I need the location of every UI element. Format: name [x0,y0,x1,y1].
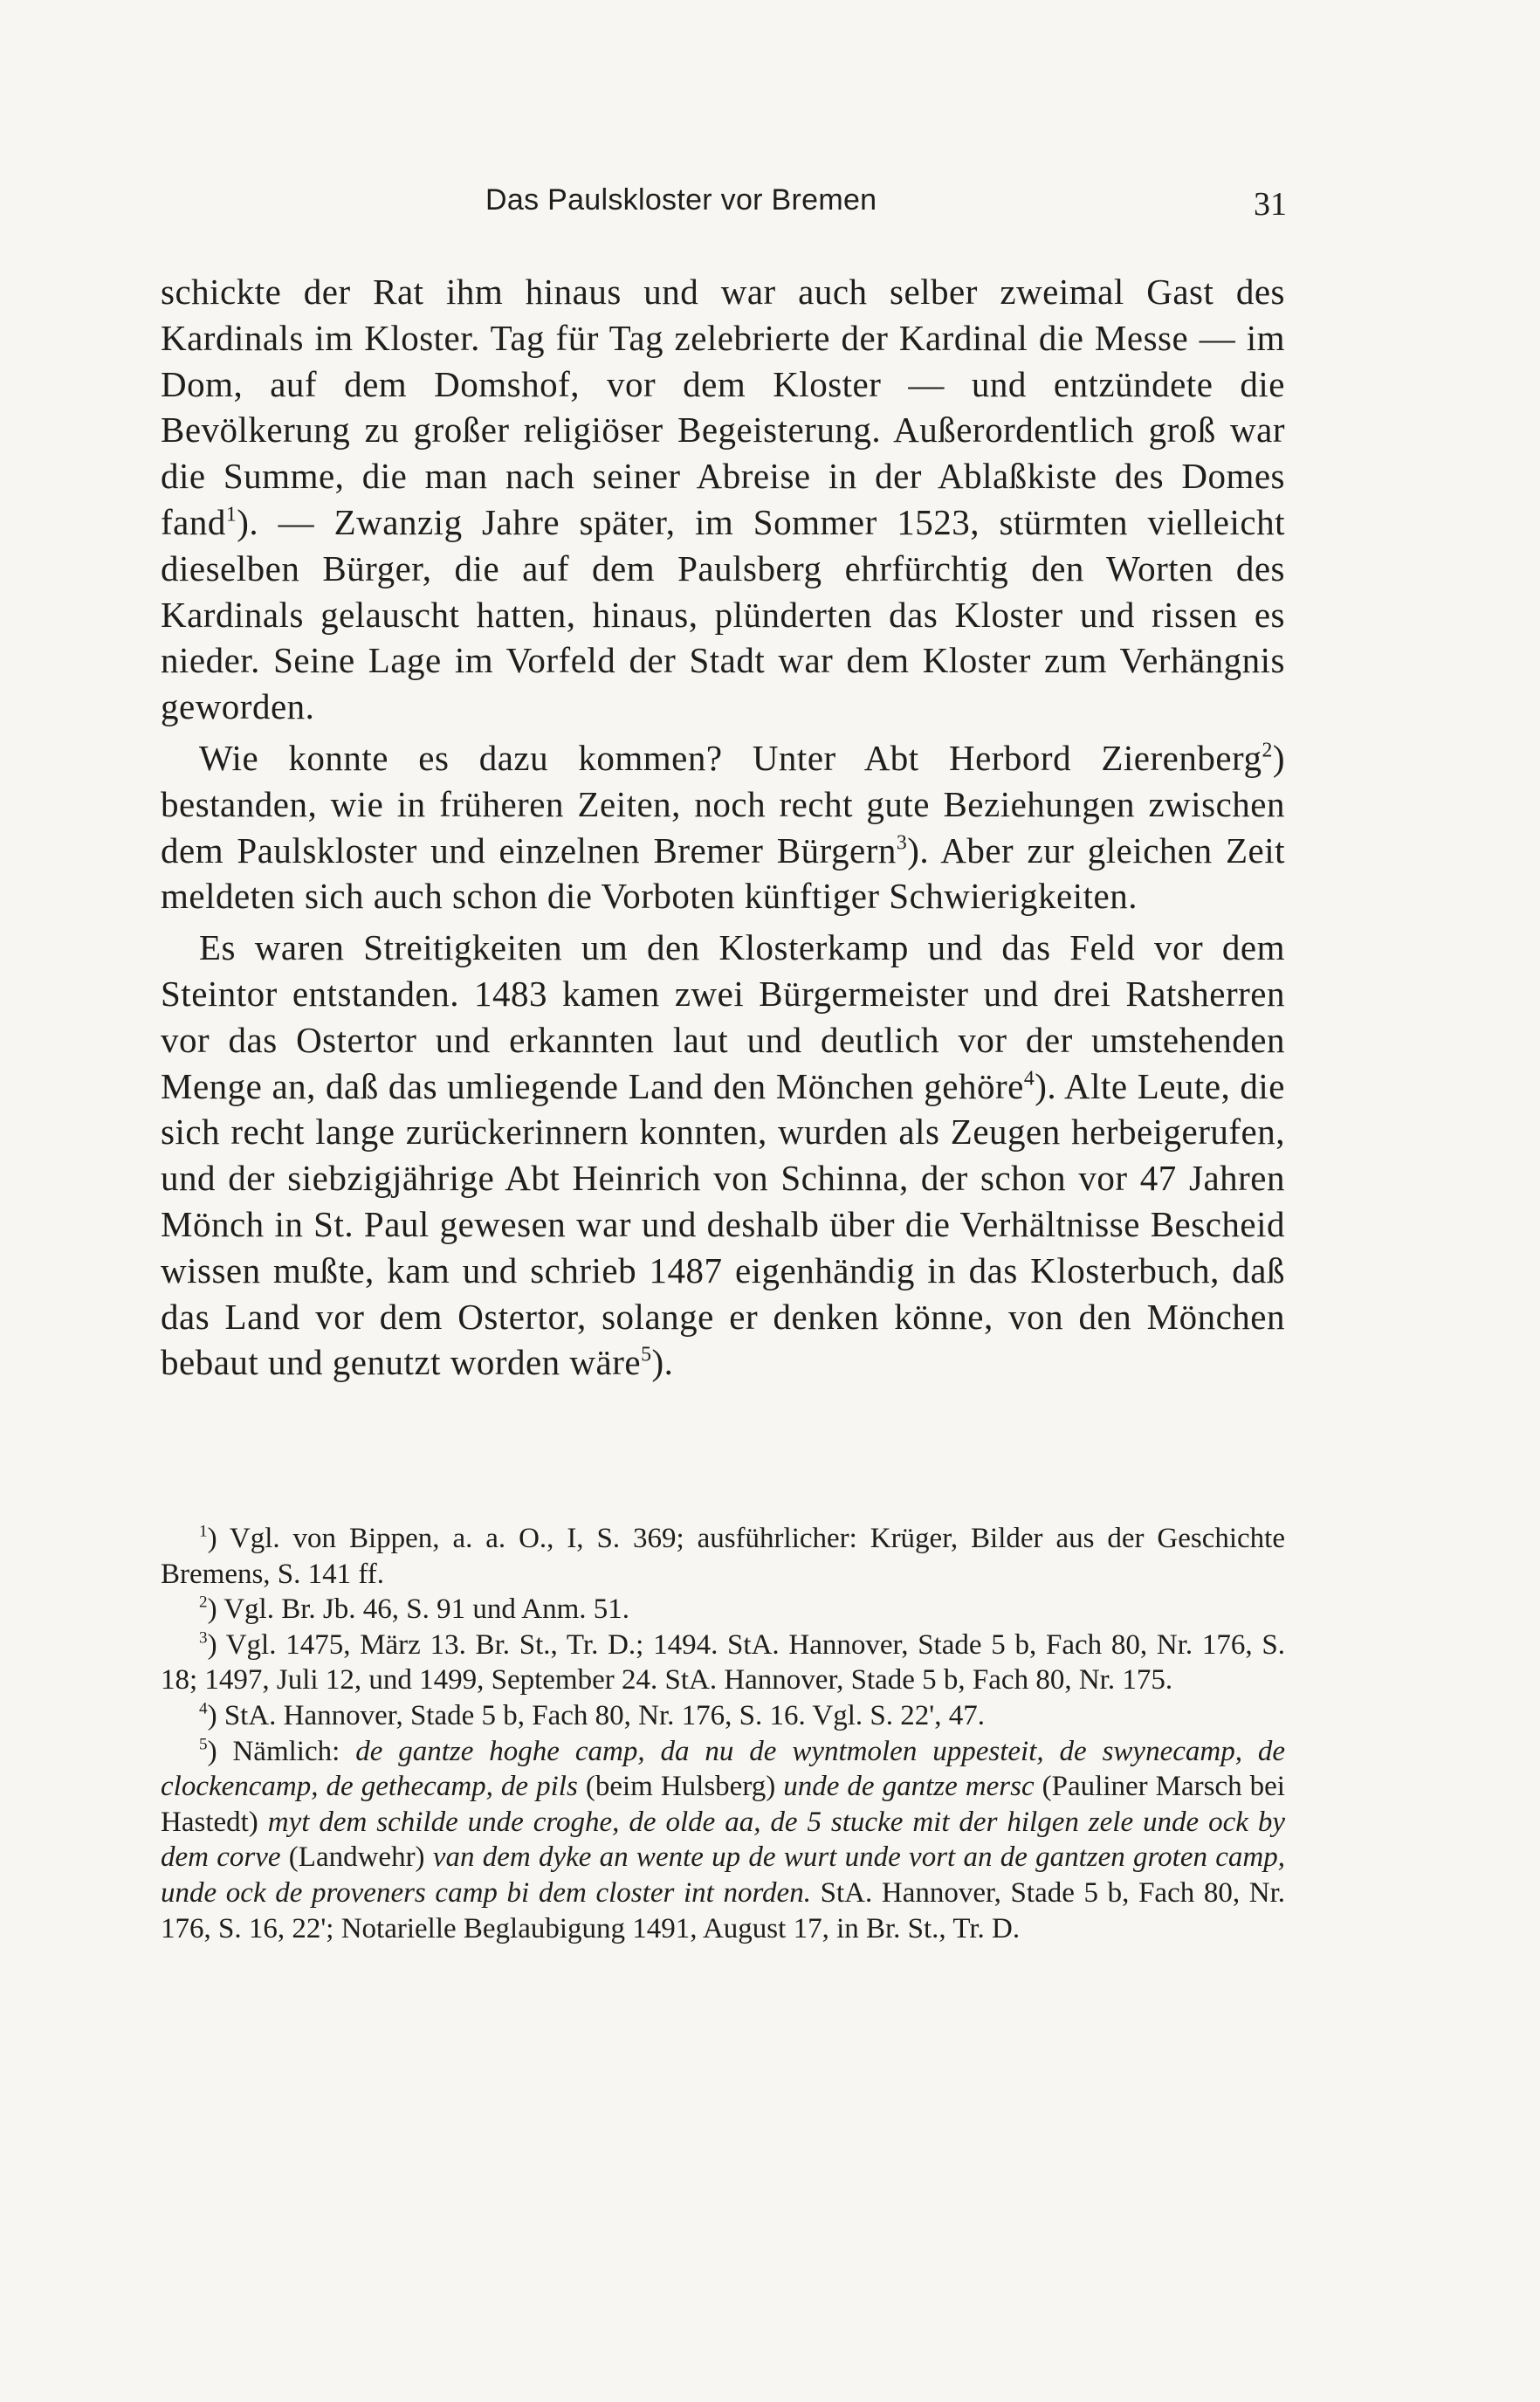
text-run: (Pauliner Marsch bei Hastedt) [161,1771,1285,1838]
footnote: $^3$) Vgl. 1475, März 13. Br. St., Tr. D.; 1494. StA. Hannover, Stade 5 b, Fach 80, Nr. 176, S. 18; 1497, Juli 12, und 1499, September 24. StA. Hannover, Stade 5 b, Fach 80, Nr. 175. [161,1628,1285,1697]
text-run: (beim Hulsberg) [577,1771,784,1803]
footnote-ref: 1 [225,503,237,527]
footnote: $^5$) Nämlich: de gantze hoghe camp, da nu de wyntmolen uppesteit, de swynecamp, de clockencamp, de gethecamp, de pils (beim Hulsberg) unde de gantze mersc (Pauliner Marsch bei Hastedt) myt dem schilde unde croghe, de olde aa, de 5 stucke mit der hilgen zele unde ock by dem corve (Landwehr) van dem dyke an wente up de wurt unde vort an de gantzen groten camp, unde ock de proveners camp bi dem closter int norden. StA. Hannover, Stade 5 b, Fach 80, Nr. 176, S. 16, 22'; Notarielle Beglaubigung 1491, August 17, in Br. St., Tr. D. [161,1735,1286,1944]
text-run: ). — Zwanzig Jahre später, im Sommer 1523, stürmten vielleicht dieselben Bürger, die auf dem Paulsberg ehrfürchtig den Worten des Kardinals gelauscht hatten, hinaus, plünderten das Kloster und rissen es nieder. Seine Lage im Vorfeld der Stadt war dem Kloster zum Verhängnis geworden. [161,501,1285,727]
text-run: Vgl. Br. Jb. 46, S. 91 und Anm. 51. [223,1593,630,1626]
footnotes [161,1521,1285,1946]
footnote-ref: 4 [1023,1067,1035,1091]
text-run: ). [651,1342,674,1383]
footnote: $^2$) Vgl. Br. Jb. 46, S. 91 und Anm. 51. [199,1593,630,1626]
footnote-marker: 1 [199,1522,208,1541]
main-text [161,269,1285,1391]
footnote-marker: 4 [199,1699,208,1718]
paragraph [161,269,1285,730]
text-run: Vgl. 1475, März 13. Br. St., Tr. D.; 1494. StA. Hannover, Stade 5 b, Fach 80, Nr. 176, S. 18; 1497, Juli 12, und 1499, September 24. StA. Hannover, Stade 5 b, Fach 80, Nr. 175. [161,1628,1285,1697]
running-header [0,183,1540,236]
footnote-ref: 3 [896,831,908,855]
text-run: schickte der Rat ihm hinaus und war auch selber zweimal Gast des Kardinals im Kloster. Tag für Tag zelebrierte der Kardinal die Messe — im Dom, auf dem Domshof, vor dem Kloster — und entzündete die Bevölkerung zu großer religiöser Begeisterung. Außerordentlich groß war die Summe, die man nach seiner Abreise in der Ablaßkiste des Domes fand [161,272,1285,542]
text-run: ) bestanden, wie in früheren Zeiten, noch recht gute Beziehungen zwischen dem Paulskloster und einzelnen Bremer Bürgern [161,737,1285,871]
italic-run: van dem dyke an wente up de wurt unde vort an de gantzen groten camp, unde ock de proveners camp bi dem closter int norden. [161,1841,1285,1909]
text-run: Wie konnte es dazu kommen? Unter Abt Herbord Zierenberg [199,737,1262,778]
text-run: (Landwehr) [280,1841,433,1874]
footnote-ref: 5 [641,1343,652,1366]
text-run: ). Aber zur gleichen Zeit meldeten sich auch schon die Vorboten künftiger Schwierigkeiten. [161,829,1285,917]
running-title: Das Paulskloster vor Bremen [485,183,877,217]
text-run: StA. Hannover, Stade 5 b, Fach 80, Nr. 176, S. 16, 22'; Notarielle Beglaubigung 1491, August 17, in Br. St., Tr. D. [161,1876,1286,1944]
italic-run: de gantze hoghe camp, da nu de wyntmolen uppesteit, de swynecamp, de clockencamp, de gethecamp, de pils [161,1735,1285,1803]
footnote: $^4$) StA. Hannover, Stade 5 b, Fach 80, Nr. 176, S. 16. Vgl. S. 22', 47. [199,1699,985,1731]
italic-run: myt dem schilde unde croghe, de olde aa, de 5 stucke mit der hilgen zele unde ock by dem corve [161,1806,1285,1874]
italic-run: unde de gantze mersc [783,1771,1035,1803]
text-run: ). Alte Leute, die sich recht lange zurückerinnern konnten, wurden als Zeugen herbeigerufen, und der siebzigjährige Abt Heinrich von Schinna, der schon vor 47 Jahren Mönch in St. Paul gewesen war und deshalb über die Verhältnisse Bescheid wissen mußte, kam und schrieb 1487 eigenhändig in das Klosterbuch, daß das Land vor dem Ostertor, solange er denken könne, von den Mönchen bebaut und genutzt worden wäre [161,1065,1285,1383]
footnote-marker: 3 [199,1628,208,1648]
paragraph [161,925,1285,1386]
footnote: $^1$) Vgl. von Bippen, a. a. O., I, S. 369; ausführlicher: Krüger, Bilder aus der Geschichte Bremens, S. 141 ff. [161,1522,1285,1590]
footnote-ref: 2 [1262,739,1273,762]
text-run: StA. Hannover, Stade 5 b, Fach 80, Nr. 176, S. 16. Vgl. S. 22', 47. [223,1699,985,1731]
paragraph [161,735,1285,919]
footnote-marker: 5 [199,1735,208,1754]
footnote-marker: 2 [199,1593,208,1612]
text-run: Nämlich: [232,1735,356,1767]
page-number: 31 [1254,186,1287,223]
text-run: Es waren Streitigkeiten um den Klosterkamp und das Feld vor dem Steintor entstanden. 1483 kamen zwei Bürgermeister und drei Ratsherren vor das Ostertor und erkannten laut und deutlich vor der umstehenden Menge an, daß das umliegende Land den Mönchen gehöre [161,927,1285,1106]
text-run: Vgl. von Bippen, a. a. O., I, S. 369; ausführlicher: Krüger, Bilder aus der Geschichte Bremens, S. 141 ff. [161,1523,1285,1590]
